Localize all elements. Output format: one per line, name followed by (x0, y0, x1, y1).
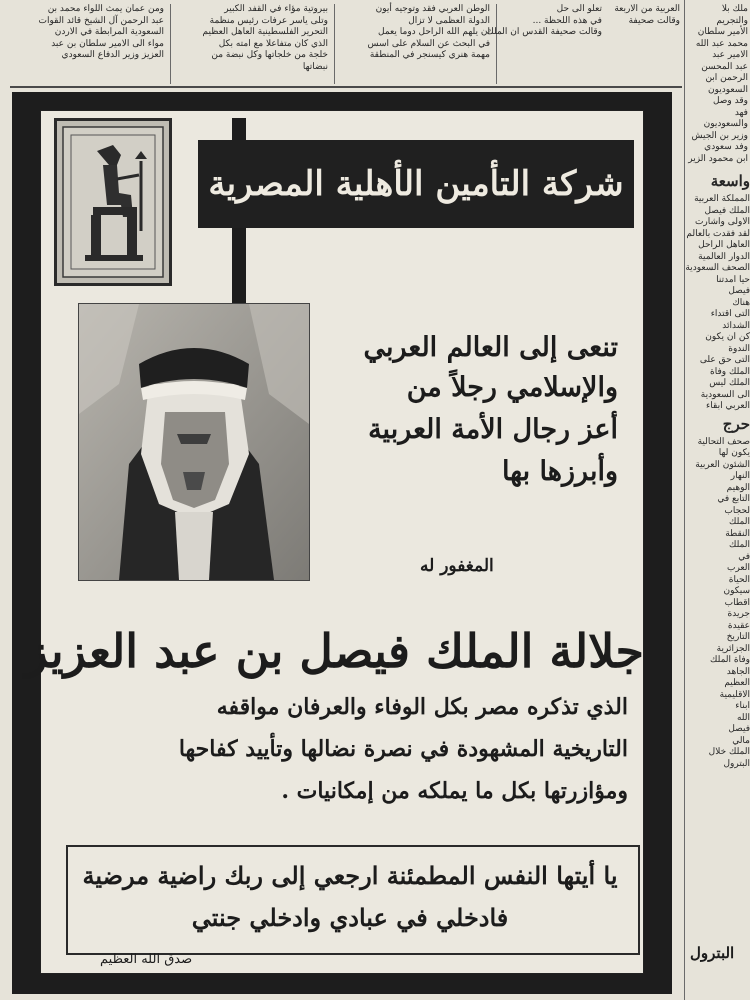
article-line: هناك (732, 297, 750, 308)
article-line: الشدائد (722, 320, 750, 331)
article-line: الله (736, 712, 750, 723)
quran-verse-box (66, 845, 640, 955)
article-line: محمد عبد الله (695, 38, 748, 49)
verse-line-1: يا أيتها النفس المطمئنة ارجعي إلى ربك راضية مرضية (82, 861, 618, 890)
article-line: صحف التحالية (697, 436, 750, 447)
intro-line-1: تنعى إلى العالم العربي (363, 332, 618, 363)
article-line: التابع في (717, 494, 750, 504)
portrait-image (79, 304, 309, 580)
article-line: الشئون العربية (695, 459, 750, 470)
intro-line-2: والإسلامي رجلاً من (406, 372, 618, 403)
article-line: الملك (728, 540, 750, 550)
article-line: النهار (730, 471, 750, 481)
article-line: السعودية المرابطة في الاردن (54, 27, 164, 37)
right-strip-heading-2: حرج (722, 414, 750, 433)
top-column-far-right (690, 4, 748, 164)
intro-line-4: وأبرزها بها (501, 456, 618, 487)
intro-line-3: أعز رجال الأمة العربية (368, 414, 618, 445)
verse-line-2: فادخلي في عبادي وادخلي جنتي (191, 903, 509, 932)
article-line: الوهيم (726, 482, 750, 493)
article-line: نبضاتها (302, 61, 328, 72)
article-line: وتلى ياسر عرفات رئيس منظمة (209, 15, 328, 26)
article-line: خلجة من خلجاتها وكل نبضة من (211, 50, 328, 60)
article-line: البترول (723, 758, 750, 769)
article-line: فيصل (728, 724, 750, 734)
article-line: لحجاب (724, 505, 750, 516)
article-line: الدولة العظمى لا تزال (408, 15, 490, 26)
right-strip-heading-3: البترول (690, 944, 735, 962)
verse-source: صدق الله العظيم (100, 952, 193, 967)
article-line: الدوار العالمية (698, 251, 750, 262)
article-line: الملك (728, 517, 750, 527)
column-divider (684, 0, 685, 1000)
article-line: ومن عمان يمث اللواء محمد بن (47, 4, 164, 14)
article-line: والسعوديون (703, 119, 748, 129)
article-line: في البحث عن السلام على اسس (367, 38, 490, 49)
top-rule (10, 86, 682, 88)
top-column-center (340, 4, 490, 86)
top-column-left-center (176, 4, 328, 86)
article-line: الى السعودية (700, 389, 750, 400)
article-line: التاريخ (726, 632, 750, 642)
right-strip (685, 170, 750, 1000)
article-line: بيروتية مؤاء في القفد الكبير (224, 4, 328, 14)
article-line: وفد سعودي (704, 142, 748, 152)
article-line: الملك خلال (708, 747, 750, 757)
article-line: مالي (732, 735, 750, 746)
article-line: الصحف السعودية (685, 263, 750, 273)
article-line: عقيدة (727, 620, 750, 631)
article-line: العاهل الراحل (698, 240, 750, 250)
body-line-3: ومؤازرتها بكل ما يملكه من إمكانيات . (281, 778, 628, 804)
article-line: سيكون (723, 586, 750, 596)
article-line: فهد (734, 107, 748, 118)
article-line: في هذه اللحظة ... (532, 15, 602, 26)
column-divider (496, 4, 497, 84)
article-line: الملك ليس (709, 378, 750, 388)
late-label: المغفور له (420, 556, 494, 576)
article-line: العرب (726, 563, 750, 573)
article-line: السعوديون (707, 84, 748, 95)
top-column-left (14, 4, 164, 86)
article-line: الوطن العربي فقد وتوجيه أيون (375, 4, 490, 14)
article-line: الجاهد (726, 666, 750, 677)
article-line: فيصل (728, 286, 750, 296)
article-line: التى اقتداء (710, 309, 750, 319)
article-line: النقطة (725, 528, 750, 539)
top-column-right (606, 4, 680, 64)
article-line: العربي ابقاء (706, 401, 750, 411)
article-line: ابن محمود الزير (688, 153, 748, 164)
article-line: يكون لها (718, 448, 750, 458)
article-line: حيا امدتنا (716, 274, 750, 285)
article-line: وفاة الملك (710, 655, 750, 665)
article-line: مهمة هنري كيسنجر في المنطقة (369, 50, 490, 60)
article-line: ان يلهم الله الراحل دوما يعمل (378, 27, 490, 37)
article-line: الذي كان متفاعلا مع امته بكل (218, 38, 328, 49)
article-line: كن ان يكون (705, 332, 750, 342)
article-line: الندوة (728, 343, 750, 354)
article-line: الاولى واشارت (694, 217, 750, 227)
king-portrait (78, 303, 310, 581)
article-line: لقد فقدت بالعالم (686, 228, 750, 239)
article-line: ملك بلا (721, 4, 748, 14)
body-line-1: الذي تذكره مصر بكل الوفاء والعرفان مواقفه (216, 694, 628, 720)
company-logo (54, 118, 172, 286)
article-line: وقد وصل (712, 96, 748, 106)
article-line: في (738, 551, 750, 562)
body-line-2: التاريخية المشهودة في نصرة نضالها وتأييد كفاحها (178, 736, 628, 762)
article-line: الأمير سلطان (697, 27, 748, 37)
article-line: اقطاب (724, 597, 750, 608)
article-line: التى حق على (699, 355, 750, 365)
article-line: الجزائرية (716, 643, 750, 654)
article-line: وقالت صحيفة (628, 15, 680, 26)
article-line: الملك فيصل (704, 205, 750, 216)
article-line: العربية من الاربعة (614, 4, 680, 14)
article-line: عبد الرحمن آل الشيخ قائد القوات (38, 15, 164, 26)
company-name-banner (198, 140, 634, 228)
right-strip-heading: واسعة (710, 172, 750, 190)
article-line: جريدة (727, 609, 750, 619)
article-line: والتجريم (716, 15, 748, 26)
article-line: الاقليمية (719, 689, 750, 700)
article-line: الحياة (728, 574, 750, 585)
article-line: وقالت صحيفة القدس ان الملك (486, 27, 602, 37)
article-line: الملك وفاة (710, 366, 750, 377)
article-line: عبد المحسن (701, 61, 748, 72)
company-name: شركة التأمين الأهلية المصرية (208, 164, 624, 204)
article-line: الامير عبد (712, 50, 748, 60)
article-line: العظيم (724, 678, 750, 688)
king-name: جلالة الملك فيصل بن عبد العزيز (25, 624, 644, 678)
column-divider (334, 4, 335, 84)
article-line: المملكة العربية (694, 194, 750, 204)
article-line: التحرير الفلسطينية العاهل العظيم (202, 27, 328, 37)
article-line: تعلو الى حل (556, 4, 602, 14)
pharaoh-figure-icon (57, 121, 169, 283)
column-divider (170, 4, 171, 84)
top-column-right-center (486, 4, 602, 86)
article-line: الرحمن ابن (705, 73, 748, 83)
article-line: العزيز وزير الدفاع السعودي (61, 50, 164, 60)
article-line: وزير بن الجيش (691, 130, 748, 141)
article-line: ابناء (735, 701, 750, 711)
article-line: مواء الى الامير سلطان بن عبد (51, 38, 164, 49)
